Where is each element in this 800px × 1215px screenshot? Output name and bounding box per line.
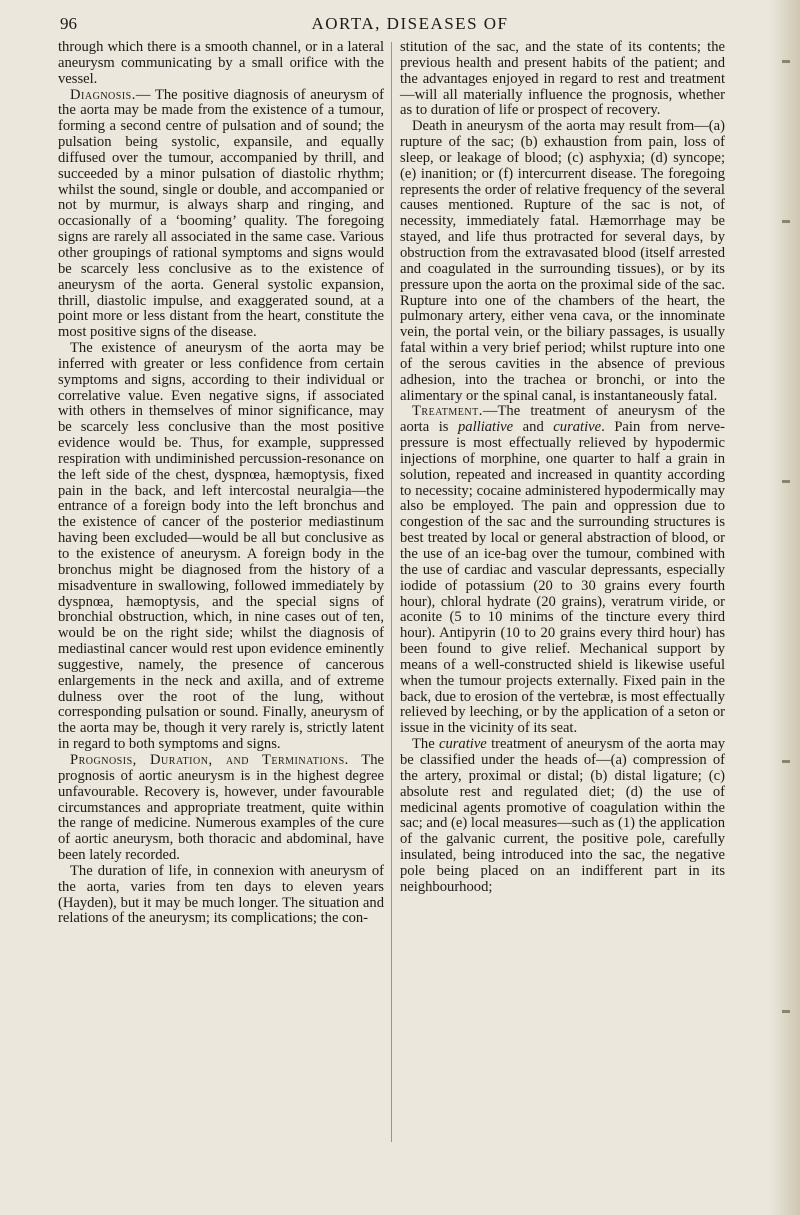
paragraph: The duration of life, in connexion with aneurysm of the aorta, varies from ten days to eleven years (Hayden), but it may be much longer. The situation and relations of the aneurysm; its complications; the con- (58, 862, 384, 927)
page-header (60, 14, 760, 40)
section-heading-diagnosis: Diagnosis. (70, 86, 136, 103)
paragraph-treatment (400, 404, 725, 737)
paragraph (400, 737, 725, 895)
paragraph: stitution of the sac, and the state of its contents; the previous health and present habits of the patient; and the advantages enjoyed in regard to rest and treatment—will all materially influence the prognosis, whether as to duration of life or prospect of recovery. (400, 39, 725, 119)
page-edge-mark (782, 60, 790, 63)
section-heading-treatment: Treatment. (412, 403, 483, 420)
paragraph-prognosis (58, 753, 384, 864)
running-title: AORTA, DISEASES OF (311, 14, 509, 33)
page-number: 96 (60, 14, 77, 33)
left-column (58, 40, 384, 927)
column-divider (391, 42, 392, 1142)
page-edge-mark (782, 220, 790, 223)
paragraph: through which there is a smooth channel, or in a lateral aneurysm communicating by a small orifice with the vessel. (58, 39, 384, 87)
paragraph-text: treatment of aneurysm of the aorta may be classified under the heads of—(a) compression of the artery, proximal or distal; (b) distal ligature; (c) absolute rest and regulated diet; (d) the use of medicinal agents promotive of coagulation within the sac; and (e) local measures—such as (1) the application of the galvanic current, the positive pole, carefully insulated, being introduced into the sac, the negative pole being placed on an indifferent part in its neighbourhood; (400, 736, 725, 895)
paragraph-text: and (513, 419, 554, 436)
page-edge-mark (782, 760, 790, 763)
paragraph-text: . Pain from nerve-pressure is most effectually relieved by hypodermic injections of morphine, one quarter to half a grain in solution, repeated and increased in quantity according to necessity; cocaine administered hypodermically may also be employed. The pain and oppression due to congestion of the sac and the surrounding structures is best treated by local or general abstraction of blood, or the use of an ice-bag over the tumour, combined with the use of cardiac and vascular depressants, especially iodide of potassium (20 to 30 grains every fourth hour), chloral hydrate (20 grains), veratrum viride, or aconite (5 to 10 minims of the tincture every third hour). Antipyrin (10 to 20 grains every third hour) has been found to give relief. Mechanical support by means of a well-constructed shield is likewise useful when the tumour projects externally. Fixed pain in the back, due to erosion of the vertebræ, is most effectually relieved by leeching, or by the application of a seton or issue in the vicinity of its seat. (400, 419, 725, 737)
paragraph: Death in aneurysm of the aorta may result from—(a) rupture of the sac; (b) exhaustion from pain, loss of sleep, or leakage of blood; (c) asphyxia; (d) syncope; (e) inanition; or (f) intercurrent disease. The foregoing represents the order of relative frequency of the several causes mentioned. Rupture of the sac is not, of necessity, immediately fatal. Hæmorrhage may be stayed, and life thus protracted for several days, by obstruction from the extravasated blood (itself arrested and coagulated in the surrounding tissues), or by its pressure upon the aorta on the proximal side of the sac. Rupture into one of the chambers of the heart, the pulmonary artery, either vena cava, or the innominate vein, the portal vein, or the biliary passages, is usually fatal within a very brief period; whilst rupture into one of the serous cavities in the absence of previous adhesion, into the trachea or bronchi, or into the alimentary or the spinal canal, is instantaneously fatal. (400, 118, 725, 404)
emphasis: curative (438, 736, 487, 753)
emphasis: curative (553, 419, 602, 436)
paragraph-text: —The treatment of aneurysm of the aorta is (400, 403, 725, 436)
page-edge-mark (782, 480, 790, 483)
paragraph: The existence of aneurysm of the aorta may be inferred with greater or less confidence from certain symptoms and signs, according to their individual or correlative value. Even negative signs, if associated with others in themselves of minor significance, may be scarcely less conclusive than the most positive evidence would be. Thus, for example, suppressed respiration with undiminished percussion-resonance on the left side of the chest, dyspnœa, hæmoptysis, fixed pain in the back, and left intercostal neuralgia—the entrance of a foreign body into the left bronchus and the existence of cancer of the posterior mediastinum having been excluded—would be all but conclusive as to the existence of aneurysm. A foreign body in the bronchus might be diagnosed from the history of a misadventure in swallowing, followed immediately by dyspnœa, hæmoptysis, and the special signs of bronchial obstruction, which, in nine cases out of ten, would be on the right side; whilst the diagnosis of mediastinal cancer would rest upon evidence eminently suggestive, namely, the presence of cancerous enlargements in the neck and axilla, and of extreme dulness over the root of the lung, without corresponding pulsation or sound. Finally, aneurysm of the aorta may be, though it very rarely is, strictly latent in regard to both symptoms and signs. (58, 340, 384, 753)
right-column (400, 40, 725, 896)
paragraph-text: The (412, 736, 439, 753)
section-heading-prognosis: Prognosis, Duration, and Terminations. (70, 751, 349, 768)
page-edge-mark (782, 1010, 790, 1013)
page-edge-shadow (770, 0, 800, 1215)
paragraph-text: — The positive diagnosis of aneurysm of the aorta may be made from the existence of a tumour, forming a second centre of pulsation and of sound; the pulsation being systolic, expansile, and equally diffused over the tumour, accompanied by thrill, and succeeded by a minor pulsation of diastolic rhythm; whilst the sound, single or double, and accompanied or not by murmur, is always sharp and ringing, and occasionally of a ‘booming’ quality. The foregoing signs are rarely all associated in the same case. Various other groupings of rational symptoms and signs would be scarcely less conclusive as to the existence of aneurysm of the aorta. General systolic expansion, thrill, diastolic impulse, and exaggerated sound, at a point more or less distant from the heart, constitute the most positive signs of the disease. (58, 86, 384, 341)
paragraph-text: The prognosis of aortic aneurysm is in the highest degree unfavourable. Recovery is, however, under favourable circumstances and appropriate treatment, quite within the range of medicine. Numerous examples of the cure of aortic aneurysm, both thoracic and abdominal, have been lately recorded. (58, 751, 384, 864)
paragraph-diagnosis (58, 88, 384, 342)
emphasis: palliative (458, 419, 514, 436)
